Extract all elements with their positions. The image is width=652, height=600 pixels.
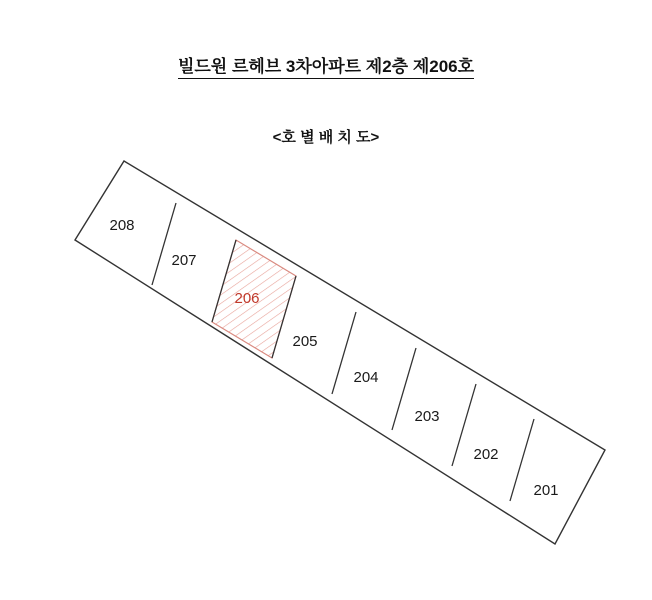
building-outline bbox=[75, 161, 605, 544]
page-title-text: 빌드원 르헤브 3차아파트 제2층 제206호 bbox=[178, 57, 474, 79]
unit-label-203: 203 bbox=[414, 408, 440, 425]
page-title bbox=[0, 52, 652, 77]
diagram-subtitle: <호 별 배 치 도> bbox=[272, 129, 380, 146]
unit-label-207: 207 bbox=[171, 252, 197, 269]
unit-label-206: 206 bbox=[234, 290, 260, 307]
unit-label-205: 205 bbox=[292, 333, 318, 350]
unit-label-204: 204 bbox=[353, 369, 379, 386]
unit-label-201: 201 bbox=[533, 482, 559, 499]
unit-layout-diagram bbox=[0, 150, 652, 580]
unit-label-208: 208 bbox=[109, 217, 135, 234]
unit-label-202: 202 bbox=[473, 446, 499, 463]
